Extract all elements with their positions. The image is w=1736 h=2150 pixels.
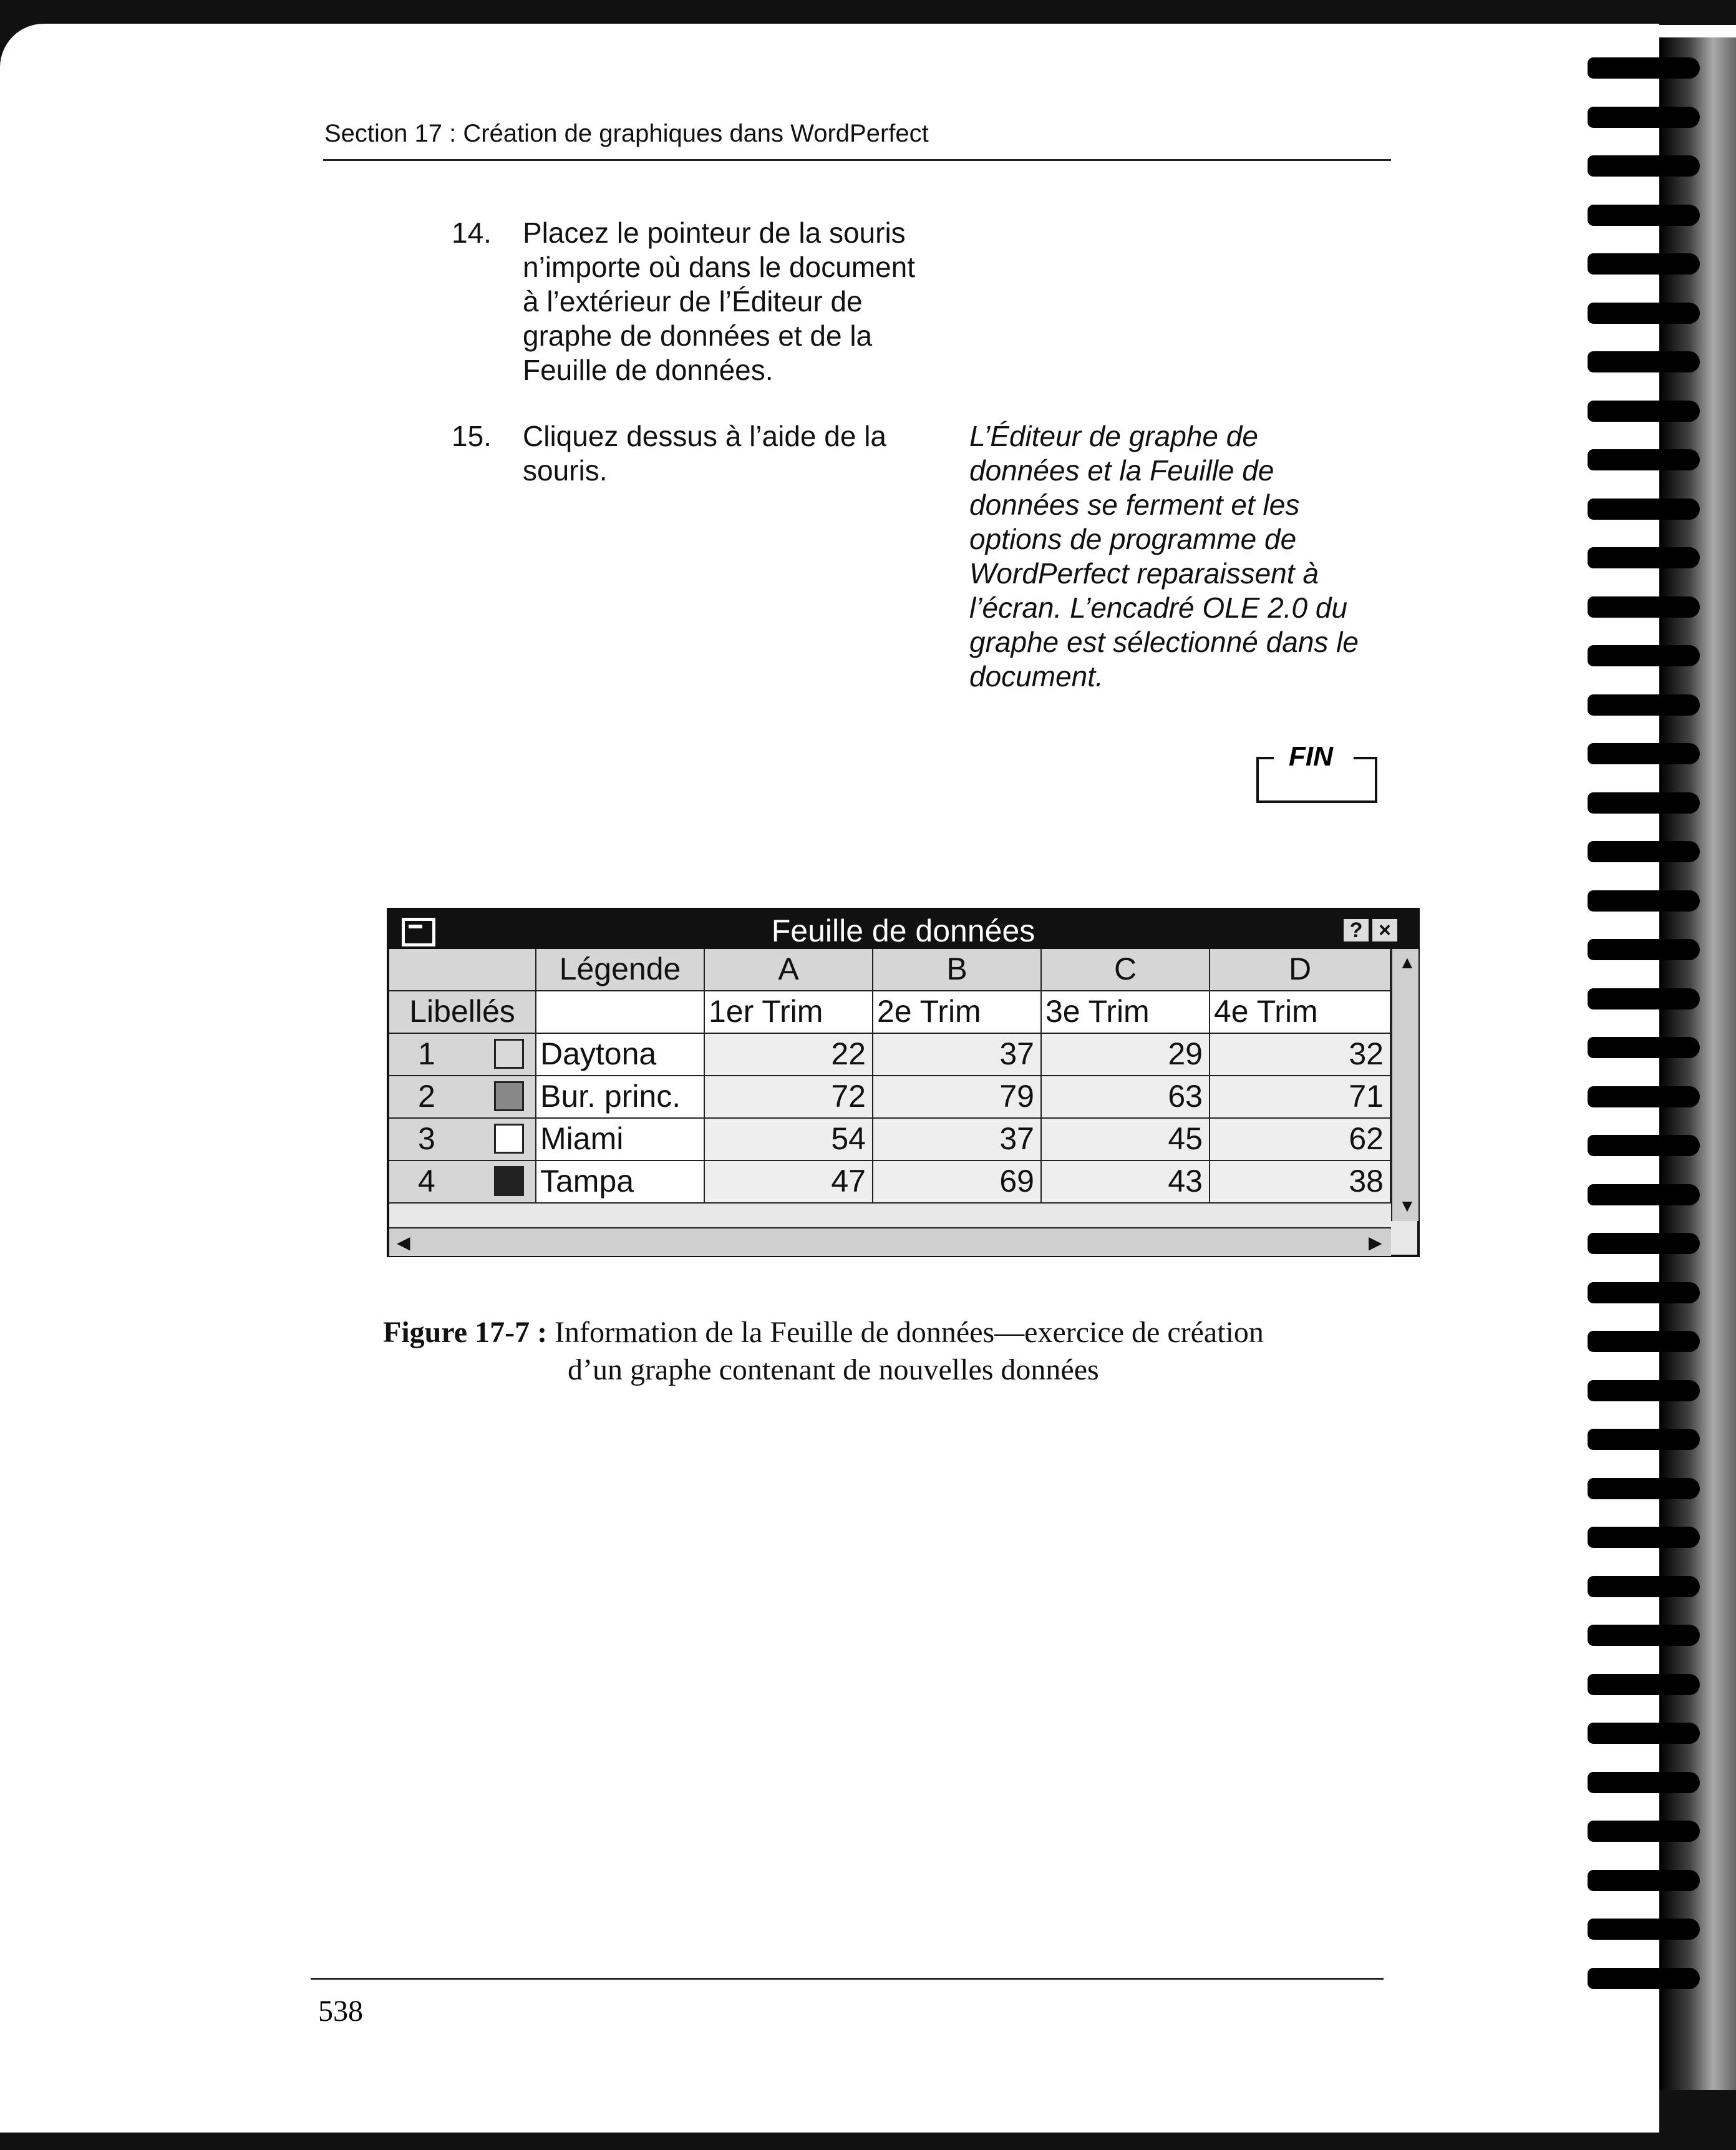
binding-ring <box>1588 1184 1700 1205</box>
binding-ring <box>1588 890 1700 912</box>
fin-box-top-right <box>1354 757 1375 759</box>
value-cell[interactable]: 71 <box>1210 1076 1391 1119</box>
scroll-left-arrow-icon[interactable]: ◀ <box>397 1233 410 1252</box>
binding-ring <box>1588 939 1700 960</box>
series-swatch[interactable] <box>494 1124 524 1154</box>
close-button[interactable]: × <box>1372 919 1397 941</box>
column-header-c[interactable]: C <box>1042 949 1210 991</box>
section-header: Section 17 : Création de graphiques dans WordPerfect <box>324 120 929 147</box>
binding-ring <box>1588 253 1700 275</box>
value-cell[interactable]: 38 <box>1210 1161 1391 1204</box>
labels-header[interactable]: Libellés <box>389 991 536 1034</box>
legend-label-cell[interactable] <box>536 991 705 1034</box>
binding-ring <box>1588 1723 1700 1744</box>
step-14-line: graphe de données et de la <box>523 319 873 352</box>
binding-ring <box>1588 1429 1700 1450</box>
binding-ring <box>1588 1380 1700 1401</box>
horizontal-scrollbar[interactable] <box>389 1227 1391 1256</box>
scroll-down-arrow-icon[interactable]: ▼ <box>1399 1196 1416 1215</box>
value-cell[interactable]: 62 <box>1210 1119 1391 1161</box>
binding-ring <box>1588 1919 1700 1940</box>
row-header[interactable] <box>389 1119 536 1161</box>
result-line: graphe est sélectionné dans le <box>969 626 1359 658</box>
result-line: document. <box>969 660 1103 693</box>
row-index: 2 <box>418 1079 435 1114</box>
value-cell[interactable]: 43 <box>1042 1161 1210 1204</box>
binding-ring <box>1588 596 1700 618</box>
binding-ring <box>1588 1233 1700 1254</box>
step-14-line: Placez le pointeur de la souris <box>523 216 906 249</box>
legend-header[interactable]: Légende <box>536 949 705 991</box>
row-name-cell[interactable]: Miami <box>536 1119 705 1161</box>
header-rule <box>323 159 1391 161</box>
row-header[interactable] <box>389 1076 536 1119</box>
binding-ring <box>1588 1086 1700 1107</box>
column-header-d[interactable]: D <box>1210 949 1391 991</box>
binding-ring <box>1588 351 1700 372</box>
value-cell[interactable]: 32 <box>1210 1034 1391 1076</box>
binding-ring <box>1588 645 1700 666</box>
row-name-cell[interactable]: Bur. princ. <box>536 1076 705 1119</box>
row-name-cell[interactable]: Tampa <box>536 1161 705 1204</box>
corner-cell[interactable] <box>389 949 536 991</box>
figure-label: Figure 17-7 : <box>383 1316 548 1349</box>
binding-ring <box>1588 1282 1700 1303</box>
binding-ring <box>1588 988 1700 1009</box>
value-cell[interactable]: 69 <box>873 1161 1042 1204</box>
binding-ring <box>1588 1478 1700 1499</box>
binding-ring <box>1588 1968 1700 1989</box>
row-index: 4 <box>418 1164 435 1199</box>
row-header[interactable] <box>389 1161 536 1204</box>
step-14-number: 14. <box>452 216 492 249</box>
binding-ring <box>1588 155 1700 177</box>
value-cell[interactable]: 37 <box>873 1034 1042 1076</box>
binding-ring <box>1588 401 1700 422</box>
value-cell[interactable]: 54 <box>705 1119 873 1161</box>
binding-ring <box>1588 1135 1700 1156</box>
series-swatch[interactable] <box>494 1166 524 1196</box>
binding-ring <box>1588 1527 1700 1548</box>
binding-ring <box>1588 449 1700 470</box>
row-index: 3 <box>418 1121 435 1156</box>
step-14-line: à l’extérieur de l’Éditeur de <box>523 285 863 318</box>
step-14-line: n’importe où dans le document <box>523 251 916 283</box>
footer-rule <box>311 1978 1384 1980</box>
value-cell[interactable]: 22 <box>705 1034 873 1076</box>
result-line: WordPerfect reparaissent à <box>969 557 1319 590</box>
step-15-text <box>523 419 886 488</box>
step-14-line: Feuille de données. <box>523 354 773 386</box>
result-line: L’Éditeur de graphe de <box>969 420 1258 452</box>
fin-label: FIN <box>1289 741 1333 772</box>
value-cell[interactable]: 47 <box>705 1161 873 1204</box>
binding-ring <box>1588 57 1700 79</box>
step-14-text <box>523 216 915 387</box>
row-name-cell[interactable]: Daytona <box>536 1034 705 1076</box>
window-titlebar[interactable] <box>389 910 1417 949</box>
column-label-cell[interactable]: 1er Trim <box>705 991 873 1034</box>
row-header[interactable] <box>389 1034 536 1076</box>
series-swatch[interactable] <box>494 1039 524 1069</box>
binding-ring <box>1588 792 1700 814</box>
column-header-b[interactable]: B <box>873 949 1042 991</box>
binding-ring <box>1588 694 1700 716</box>
binding-ring <box>1588 743 1700 764</box>
value-cell[interactable]: 72 <box>705 1076 873 1119</box>
caption-text-1: Information de la Feuille de données—exercice de création <box>555 1316 1264 1349</box>
figure-caption-line-2: d’un graphe contenant de nouvelles données <box>568 1353 1099 1386</box>
binding-ring <box>1588 303 1700 324</box>
step-15-number: 15. <box>452 420 492 452</box>
row-index: 1 <box>418 1036 435 1071</box>
column-label-cell[interactable]: 3e Trim <box>1042 991 1210 1034</box>
scroll-up-arrow-icon[interactable]: ▲ <box>1399 953 1416 972</box>
value-cell[interactable]: 63 <box>1042 1076 1210 1119</box>
datasheet-window <box>387 908 1420 1257</box>
binding-ring <box>1588 1625 1700 1646</box>
binding-ring <box>1588 841 1700 862</box>
binding-ring <box>1588 205 1700 226</box>
step-15-result <box>969 419 1359 694</box>
page-number: 538 <box>318 1995 363 2028</box>
result-line: options de programme de <box>969 523 1297 555</box>
vertical-scrollbar[interactable] <box>1391 949 1418 1221</box>
window-title: Feuille de données <box>771 913 1035 948</box>
value-cell[interactable]: 29 <box>1042 1034 1210 1076</box>
binding-ring <box>1588 499 1700 520</box>
scroll-right-arrow-icon[interactable]: ▶ <box>1369 1233 1382 1252</box>
binding-ring <box>1588 547 1700 568</box>
value-cell[interactable]: 37 <box>873 1119 1042 1161</box>
binding-ring <box>1588 1331 1700 1352</box>
result-line: l’écran. L’encadré OLE 2.0 du <box>969 591 1348 624</box>
column-header-a[interactable]: A <box>705 949 873 991</box>
binding-ring <box>1588 1821 1700 1842</box>
step-15-line: souris. <box>523 454 608 487</box>
binding-ring <box>1588 1674 1700 1695</box>
value-cell[interactable]: 79 <box>873 1076 1042 1119</box>
figure-caption-line-1 <box>383 1315 1264 1350</box>
value-cell[interactable]: 45 <box>1042 1119 1210 1161</box>
result-line: données se ferment et les <box>969 489 1300 521</box>
binding-ring <box>1588 1870 1700 1891</box>
series-swatch[interactable] <box>494 1081 524 1111</box>
help-button[interactable]: ? <box>1344 919 1369 941</box>
fin-box-top-left <box>1256 757 1274 759</box>
binding-ring <box>1588 1772 1700 1793</box>
column-label-cell[interactable]: 4e Trim <box>1210 991 1391 1034</box>
column-label-cell[interactable]: 2e Trim <box>873 991 1042 1034</box>
result-line: données et la Feuille de <box>969 454 1274 487</box>
binding-ring <box>1588 1037 1700 1058</box>
binding-ring <box>1588 1576 1700 1597</box>
step-15-line: Cliquez dessus à l’aide de la <box>523 420 887 452</box>
binding-ring <box>1588 107 1700 128</box>
